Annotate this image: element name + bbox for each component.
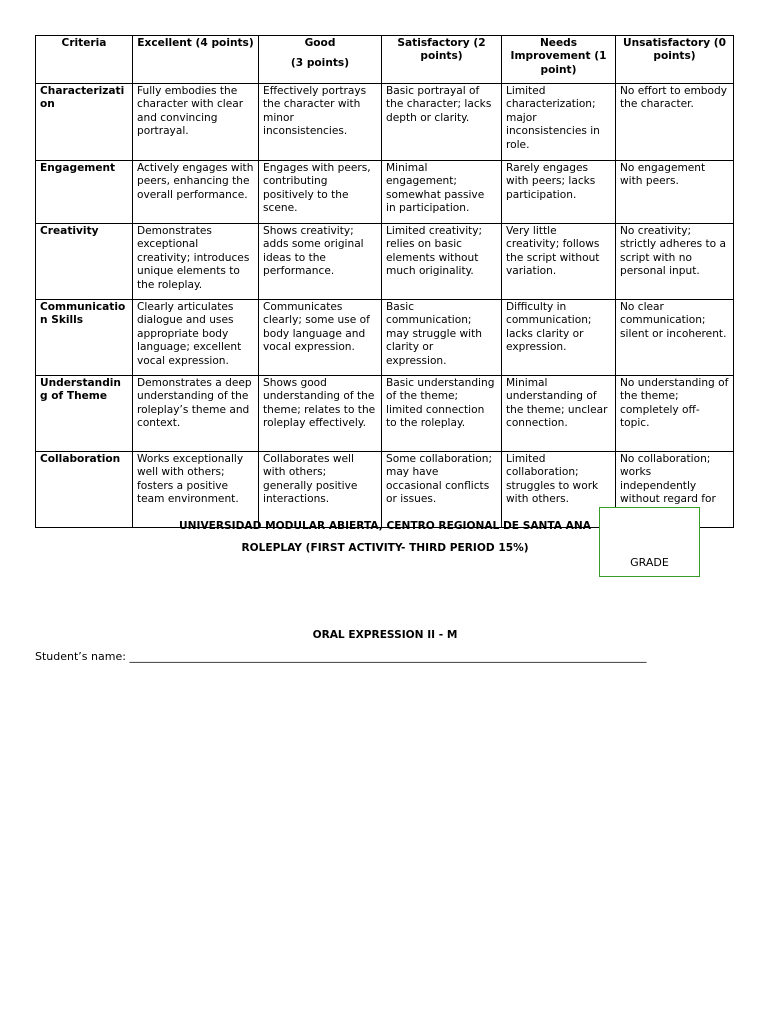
unsatisfactory-cell: No clear communication; silent or incoherent. — [616, 300, 734, 376]
institution-heading: UNIVERSIDAD MODULAR ABIERTA, CENTRO REGIONAL DE SANTA ANA — [179, 520, 591, 532]
criterion-cell: Understanding of Theme — [36, 376, 133, 452]
unsatisfactory-cell: No creativity; strictly adheres to a script with no personal input. — [616, 224, 734, 300]
table-row — [36, 84, 734, 161]
unsatisfactory-cell: No collaboration; works independently without regard for — [616, 452, 734, 528]
activity-heading: ROLEPLAY (FIRST ACTIVITY- THIRD PERIOD 15%) — [241, 542, 529, 554]
good-cell: Shows good understanding of the theme; relates to the roleplay effectively. — [259, 376, 382, 452]
satisfactory-cell: Basic communication; may struggle with clarity or expression. — [382, 300, 502, 376]
good-cell: Shows creativity; adds some original ideas to the performance. — [259, 224, 382, 300]
header-unsatisfactory: Unsatisfactory (0 points) — [616, 36, 734, 84]
satisfactory-cell: Basic portrayal of the character; lacks depth or clarity. — [382, 84, 502, 161]
criterion-cell: Communication Skills — [36, 300, 133, 376]
excellent-cell: Clearly articulates dialogue and uses appropriate body language; excellent vocal expression. — [133, 300, 259, 376]
excellent-cell: Demonstrates a deep understanding of the roleplay’s theme and context. — [133, 376, 259, 452]
table-row — [36, 224, 734, 300]
criterion-cell: Characterization — [36, 84, 133, 161]
good-cell: Collaborates well with others; generally positive interactions. — [259, 452, 382, 528]
satisfactory-cell: Minimal engagement; somewhat passive in participation. — [382, 161, 502, 224]
good-cell: Communicates clearly; some use of body language and vocal expression. — [259, 300, 382, 376]
satisfactory-cell: Some collaboration; may have occasional conflicts or issues. — [382, 452, 502, 528]
criterion-cell: Engagement — [36, 161, 133, 224]
student-name-blank: ______________________________________________________________________________________________ — [129, 650, 647, 663]
rubric-header-row — [36, 36, 734, 84]
excellent-cell: Actively engages with peers, enhancing the overall performance. — [133, 161, 259, 224]
table-row — [36, 376, 734, 452]
needs-improvement-cell: Limited collaboration; struggles to work with others. — [502, 452, 616, 528]
needs-improvement-cell: Rarely engages with peers; lacks participation. — [502, 161, 616, 224]
excellent-cell: Demonstrates exceptional creativity; introduces unique elements to the roleplay. — [133, 224, 259, 300]
needs-improvement-cell: Very little creativity; follows the script without variation. — [502, 224, 616, 300]
rubric-table — [35, 35, 734, 528]
needs-improvement-cell: Difficulty in communication; lacks clarity or expression. — [502, 300, 616, 376]
criterion-cell: Collaboration — [36, 452, 133, 528]
satisfactory-cell: Limited creativity; relies on basic elements without much originality. — [382, 224, 502, 300]
unsatisfactory-cell: No engagement with peers. — [616, 161, 734, 224]
table-row — [36, 300, 734, 376]
header-good-points: (3 points) — [290, 57, 350, 70]
header-good — [259, 36, 382, 84]
grade-label: GRADE — [630, 556, 669, 569]
unsatisfactory-cell: No understanding of the theme; completely off-topic. — [616, 376, 734, 452]
satisfactory-cell: Basic understanding of the theme; limited connection to the roleplay. — [382, 376, 502, 452]
header-excellent: Excellent (4 points) — [133, 36, 259, 84]
criterion-cell: Creativity — [36, 224, 133, 300]
good-cell: Engages with peers, contributing positively to the scene. — [259, 161, 382, 224]
table-row — [36, 161, 734, 224]
header-criteria: Criteria — [36, 36, 133, 84]
student-name-line — [35, 650, 646, 663]
student-name-label: Student’s name: — [35, 650, 126, 663]
good-cell: Effectively portrays the character with minor inconsistencies. — [259, 84, 382, 161]
needs-improvement-cell: Minimal understanding of the theme; unclear connection. — [502, 376, 616, 452]
excellent-cell: Fully embodies the character with clear and convincing portrayal. — [133, 84, 259, 161]
unsatisfactory-cell: No effort to embody the character. — [616, 84, 734, 161]
needs-improvement-cell: Limited characterization; major inconsistencies in role. — [502, 84, 616, 161]
header-good-label: Good — [304, 37, 336, 49]
course-heading: ORAL EXPRESSION II - M — [312, 629, 458, 641]
header-needs-improvement: Needs Improvement (1 point) — [502, 36, 616, 84]
header-satisfactory: Satisfactory (2 points) — [382, 36, 502, 84]
excellent-cell: Works exceptionally well with others; fosters a positive team environment. — [133, 452, 259, 528]
